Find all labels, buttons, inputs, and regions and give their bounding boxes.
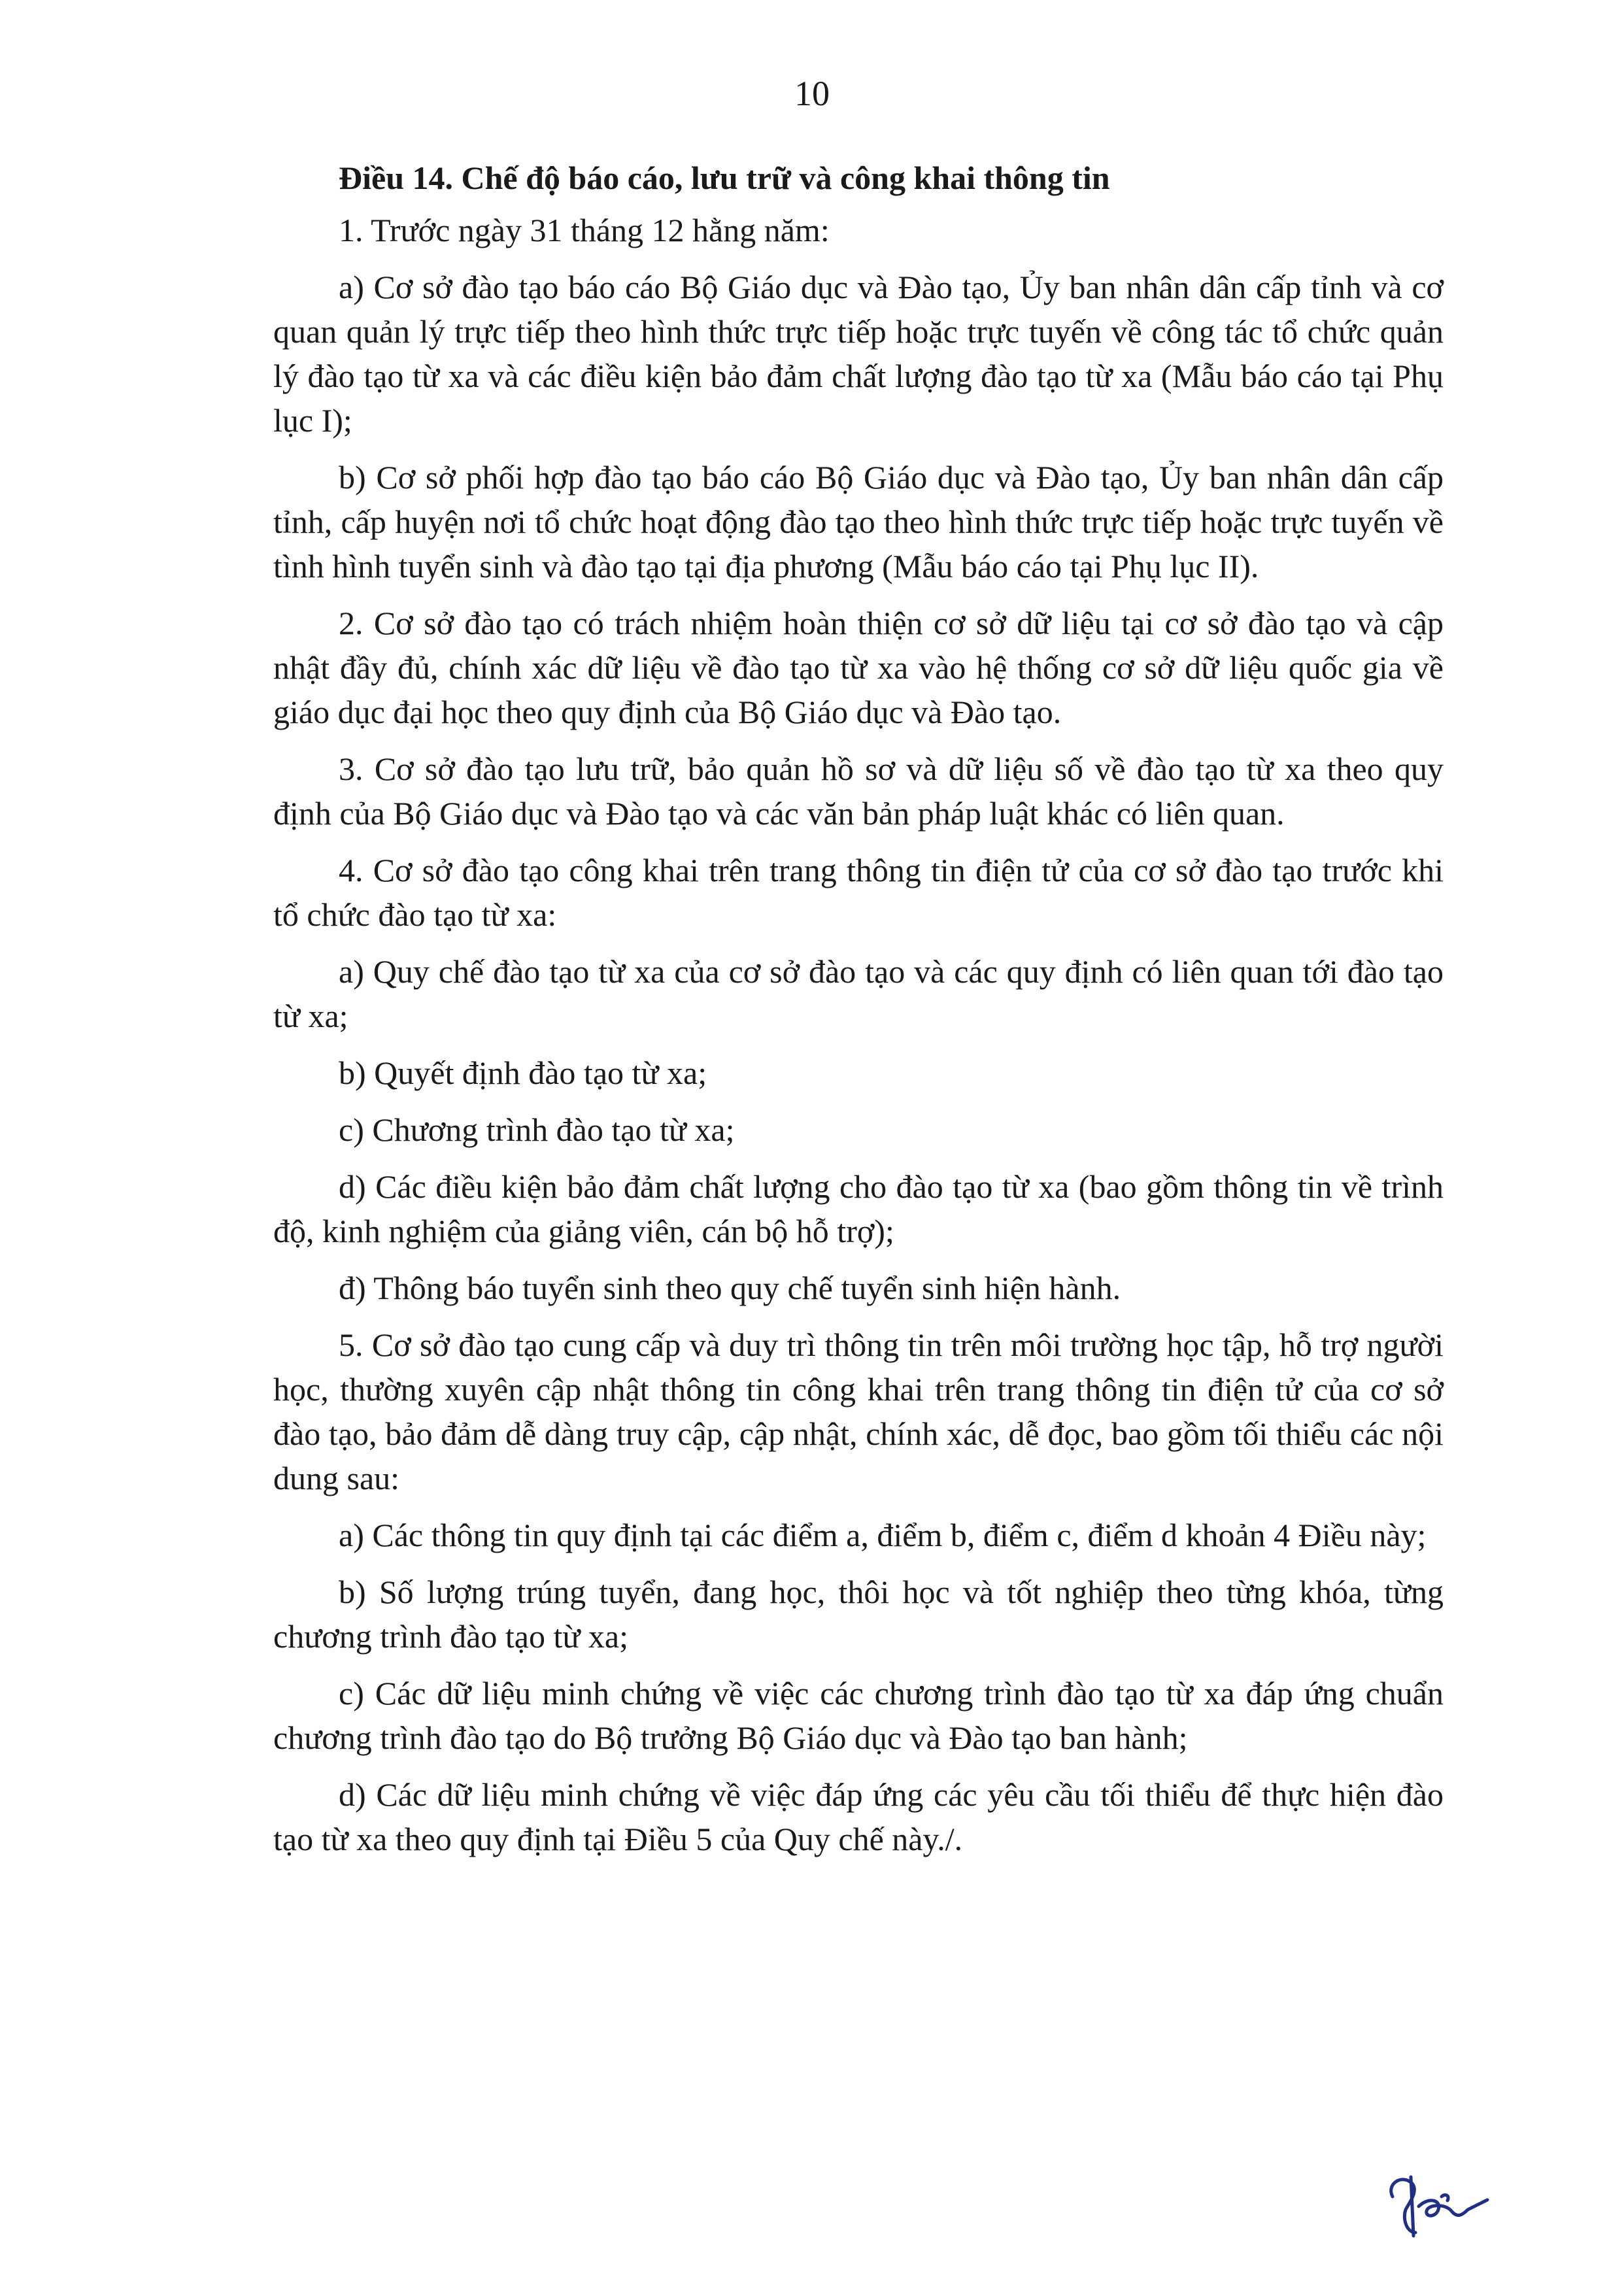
clause-3: 3. Cơ sở đào tạo lưu trữ, bảo quản hồ sơ và dữ liệu số về đào tạo từ xa theo quy định của Bộ Giáo dục và Đào tạo và các văn bản pháp luật khác có liên quan. bbox=[273, 751, 1444, 832]
clause-4-point-a: a) Quy chế đào tạo từ xa của cơ sở đào tạo và các quy định có liên quan tới đào tạo từ xa; bbox=[273, 953, 1444, 1034]
clause-5-point-c: c) Các dữ liệu minh chứng về việc các chương trình đào tạo từ xa đáp ứng chuẩn chương trình đào tạo do Bộ trưởng Bộ Giáo dục và Đào tạo ban hành; bbox=[273, 1675, 1444, 1756]
article-body bbox=[273, 156, 1444, 1874]
clause-4: 4. Cơ sở đào tạo công khai trên trang thông tin điện tử của cơ sở đào tạo trước khi tổ chức đào tạo từ xa: bbox=[273, 852, 1444, 933]
page-number: 10 bbox=[794, 74, 830, 113]
clause-4-point-d: d) Các điều kiện bảo đảm chất lượng cho đào tạo từ xa (bao gồm thông tin về trình độ, kinh nghiệm của giảng viên, cán bộ hỗ trợ); bbox=[273, 1168, 1444, 1249]
clause-2: 2. Cơ sở đào tạo có trách nhiệm hoàn thiện cơ sở dữ liệu tại cơ sở đào tạo và cập nhật đầy đủ, chính xác dữ liệu về đào tạo từ xa vào hệ thống cơ sở dữ liệu quốc gia về giáo dục đại học theo quy định của Bộ Giáo dục và Đào tạo. bbox=[273, 605, 1444, 730]
clause-4-point-dd: đ) Thông báo tuyển sinh theo quy chế tuyển sinh hiện hành. bbox=[339, 1270, 1121, 1306]
clause-4-point-c: c) Chương trình đào tạo từ xa; bbox=[339, 1111, 735, 1148]
clause-5-point-b: b) Số lượng trúng tuyển, đang học, thôi học và tốt nghiệp theo từng khóa, từng chương trình đào tạo từ xa; bbox=[273, 1574, 1444, 1655]
article-heading: Điều 14. Chế độ báo cáo, lưu trữ và công khai thông tin bbox=[339, 160, 1110, 196]
clause-4-point-b: b) Quyết định đào tạo từ xa; bbox=[339, 1054, 707, 1091]
clause-5: 5. Cơ sở đào tạo cung cấp và duy trì thông tin trên môi trường học tập, hỗ trợ người học, thường xuyên cập nhật thông tin công khai trên trang thông tin điện tử của cơ sở đào tạo, bảo đảm dễ dàng truy cập, cập nhật, chính xác, dễ đọc, bao gồm tối thiểu các nội dung sau: bbox=[273, 1326, 1444, 1496]
clause-1-point-b: b) Cơ sở phối hợp đào tạo báo cáo Bộ Giáo dục và Đào tạo, Ủy ban nhân dân cấp tỉnh, cấp huyện nơi tổ chức hoạt động đào tạo theo hình thức trực tiếp hoặc trực tuyến về tình hình tuyển sinh và đào tạo tại địa phương (Mẫu báo cáo tại Phụ lục II). bbox=[273, 459, 1444, 584]
clause-1-point-a: a) Cơ sở đào tạo báo cáo Bộ Giáo dục và Đào tạo, Ủy ban nhân dân cấp tỉnh và cơ quan quản lý trực tiếp theo hình thức trực tiếp hoặc trực tuyến về công tác tổ chức quản lý đào tạo từ xa và các điều kiện bảo đảm chất lượng đào tạo từ xa (Mẫu báo cáo tại Phụ lục I); bbox=[273, 269, 1444, 439]
clause-5-point-d: d) Các dữ liệu minh chứng về việc đáp ứng các yêu cầu tối thiểu để thực hiện đào tạo từ xa theo quy định tại Điều 5 của Quy chế này./. bbox=[273, 1776, 1444, 1857]
clause-1: 1. Trước ngày 31 tháng 12 hằng năm: bbox=[339, 212, 830, 248]
signature-initials-icon bbox=[1379, 2170, 1497, 2242]
clause-5-point-a: a) Các thông tin quy định tại các điểm a, điểm b, điểm c, điểm d khoản 4 Điều này; bbox=[339, 1517, 1427, 1553]
